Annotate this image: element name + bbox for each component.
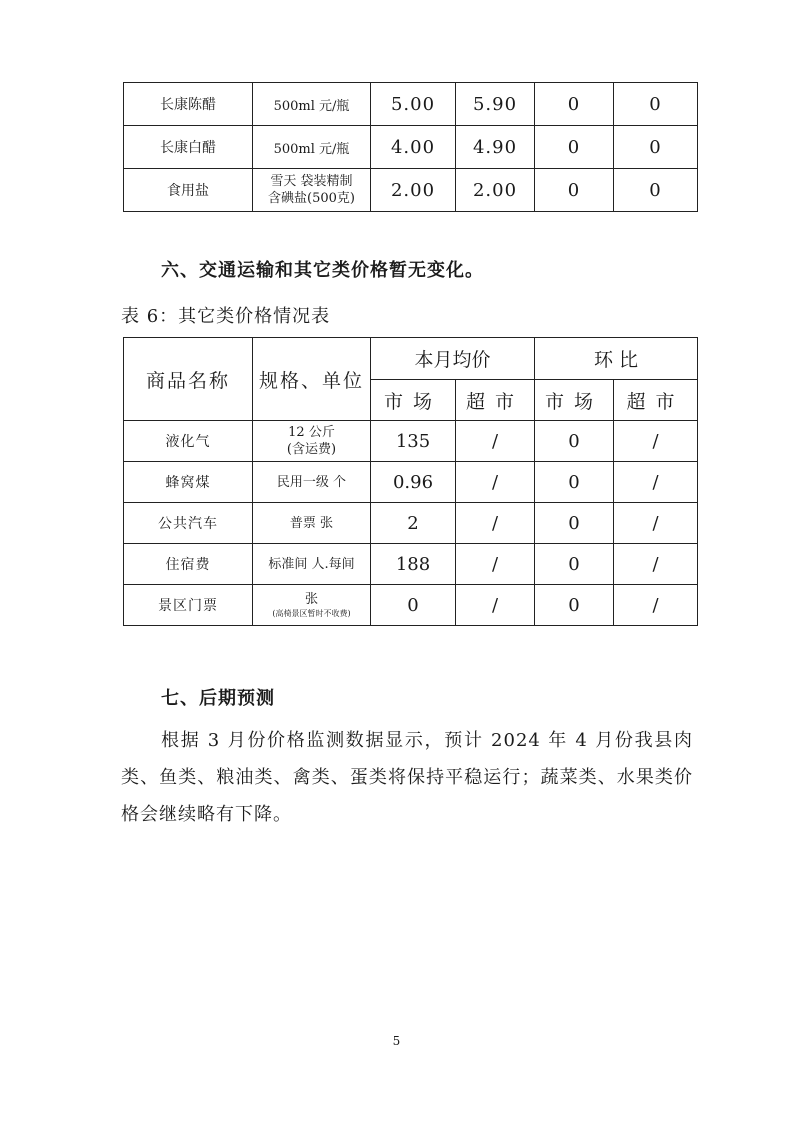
table-row — [124, 83, 698, 126]
cell-ratio-super: / — [614, 421, 698, 462]
cell-super: / — [456, 544, 535, 585]
cell-market: 0 — [371, 585, 456, 626]
cell-ratio-super: / — [614, 503, 698, 544]
cell-ratio-super: 0 — [614, 169, 698, 212]
section6-heading: 六、交通运输和其它类价格暂无变化。 — [161, 260, 484, 281]
cell-market: 2 — [371, 503, 456, 544]
cell-spec-note: (高椅景区暂时不收费) — [272, 608, 351, 618]
table-row — [124, 503, 698, 544]
table-row — [124, 585, 698, 626]
cell-market: 0.96 — [371, 462, 456, 503]
header-market: 市场 — [371, 380, 456, 421]
forecast-paragraph: 根据 3 月份价格监测数据显示，预计 2024 年 4 月份我县肉类、鱼类、粮油类、禽类、蛋类将保持平稳运行；蔬菜类、水果类价格会继续略有下降。 — [121, 730, 693, 825]
table-row — [124, 169, 698, 212]
table-row — [124, 421, 698, 462]
cell-name: 公共汽车 — [124, 503, 253, 544]
cell-ratio-market: 0 — [535, 169, 614, 212]
cell-ratio-super: / — [614, 462, 698, 503]
cell-market: 188 — [371, 544, 456, 585]
cell-price-market: 2.00 — [371, 169, 456, 212]
header-ratio-market: 市场 — [535, 380, 614, 421]
cell-ratio-super: / — [614, 585, 698, 626]
cell-super: / — [456, 585, 535, 626]
cell-spec: 500ml 元/瓶 — [253, 126, 371, 169]
header-spec: 规格、单位 — [253, 338, 371, 421]
cell-super: / — [456, 503, 535, 544]
cell-spec: 民用一级 个 — [253, 462, 371, 503]
header-name: 商品名称 — [124, 338, 253, 421]
cell-name: 长康陈醋 — [124, 83, 253, 126]
header-supermarket: 超市 — [456, 380, 535, 421]
cell-price-super: 5.90 — [456, 83, 535, 126]
cell-spec: 500ml 元/瓶 — [253, 83, 371, 126]
cell-price-market: 5.00 — [371, 83, 456, 126]
cell-name: 长康白醋 — [124, 126, 253, 169]
cell-ratio-super: 0 — [614, 83, 698, 126]
cell-super: / — [456, 421, 535, 462]
cell-spec — [253, 585, 371, 626]
cell-ratio-super: 0 — [614, 126, 698, 169]
cell-spec — [253, 169, 371, 212]
cell-name: 景区门票 — [124, 585, 253, 626]
cell-ratio-market: 0 — [535, 126, 614, 169]
cell-spec: 标准间 人.每间 — [253, 544, 371, 585]
table-header-row — [124, 338, 698, 380]
header-ratio: 环 比 — [535, 338, 698, 380]
cell-spec — [253, 421, 371, 462]
cell-name: 蜂窝煤 — [124, 462, 253, 503]
cell-ratio-market: 0 — [535, 83, 614, 126]
cell-ratio-super: / — [614, 544, 698, 585]
cell-super: / — [456, 462, 535, 503]
table-row — [124, 126, 698, 169]
section7-heading: 七、后期预测 — [161, 688, 275, 709]
header-ratio-supermarket: 超市 — [614, 380, 698, 421]
table-other-prices — [123, 337, 698, 626]
cell-spec-line2: 含碘盐(500克) — [268, 191, 355, 206]
table-row — [124, 544, 698, 585]
cell-price-market: 4.00 — [371, 126, 456, 169]
cell-ratio-market: 0 — [535, 503, 614, 544]
cell-spec-line2: (含运费) — [286, 442, 337, 457]
cell-name: 食用盐 — [124, 169, 253, 212]
cell-spec-line1: 张 — [304, 591, 318, 607]
cell-price-super: 4.90 — [456, 126, 535, 169]
cell-ratio-market: 0 — [535, 585, 614, 626]
cell-spec-line1: 雪天 袋装精制 — [270, 174, 353, 189]
page-number: 5 — [392, 1034, 401, 1048]
cell-spec: 普票 张 — [253, 503, 371, 544]
cell-ratio-market: 0 — [535, 421, 614, 462]
cell-market: 135 — [371, 421, 456, 462]
cell-name: 住宿费 — [124, 544, 253, 585]
cell-ratio-market: 0 — [535, 462, 614, 503]
cell-ratio-market: 0 — [535, 544, 614, 585]
cell-price-super: 2.00 — [456, 169, 535, 212]
header-avg-price: 本月均价 — [371, 338, 535, 380]
cell-name: 液化气 — [124, 421, 253, 462]
table6-caption: 表 6：其它类价格情况表 — [121, 306, 331, 327]
cell-spec-line1: 12 公斤 — [288, 425, 335, 440]
table-condiments — [123, 82, 698, 212]
table-row — [124, 462, 698, 503]
